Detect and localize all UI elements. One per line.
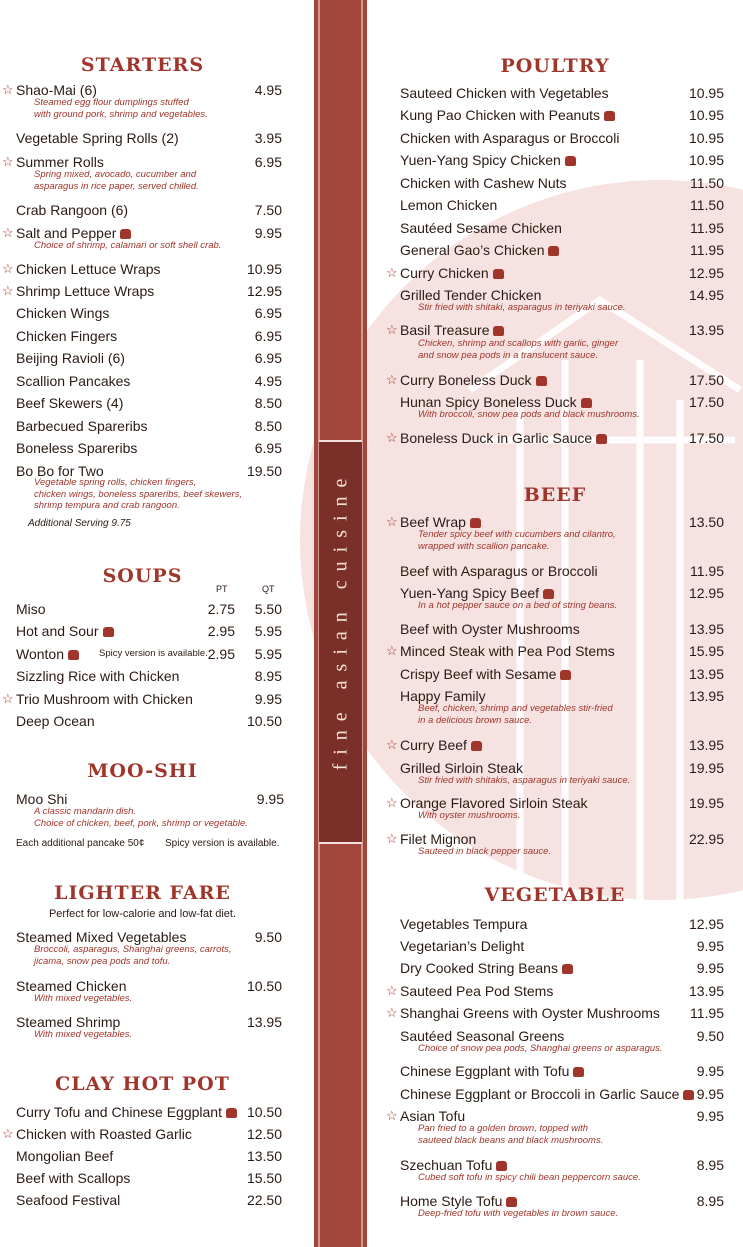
- menu-item-description: Sauteed in black pepper sauce.: [418, 846, 552, 857]
- menu-item-name: Wonton: [16, 644, 79, 664]
- menu-item-price: 13.95: [246, 1014, 282, 1030]
- menu-item-description: with ground pork, shrimp and vegetables.: [34, 108, 208, 120]
- menu-item-name: Trio Mushroom with Chicken: [16, 691, 193, 707]
- spicy-note-text: Spicy version is available.: [165, 838, 280, 849]
- section-title-starters: STARTERS: [80, 54, 205, 76]
- section-title-mooshi: MOO-SHI: [87, 760, 198, 782]
- menu-item-price: 7.50: [254, 202, 282, 218]
- menu-item-price: 9.95: [696, 938, 724, 954]
- menu-item: [372, 1003, 724, 1023]
- menu-item-description: Choice of snow pea pods, Shanghai greens or asparagus.: [418, 1043, 663, 1054]
- menu-item: [372, 105, 724, 125]
- menu-item: [0, 259, 282, 279]
- menu-item-name: Happy Family: [400, 688, 486, 704]
- star-icon: ☆: [386, 322, 398, 337]
- menu-item-name: Steamed Mixed Vegetables: [16, 929, 187, 945]
- menu-item-price: 13.95: [688, 666, 724, 682]
- menu-item-name: Chicken with Roasted Garlic: [16, 1126, 192, 1142]
- star-icon: ☆: [2, 691, 14, 706]
- menu-item-price: 13.50: [688, 514, 724, 530]
- qt-header: QT: [262, 584, 275, 594]
- menu-item-price: 5.50: [254, 601, 282, 617]
- menu-item-description: With mixed vegetables.: [34, 1029, 133, 1040]
- soup-pint-price: 2.95: [207, 623, 235, 639]
- menu-item-price: 19.50: [246, 463, 282, 479]
- menu-item-description: Pan fried to a golden brown, topped with: [418, 1123, 589, 1134]
- menu-item-price: 13.95: [688, 621, 724, 637]
- menu-item: [372, 428, 724, 448]
- menu-item: [0, 128, 282, 148]
- menu-item-name: Mongolian Beef: [16, 1148, 114, 1164]
- menu-item: [0, 689, 282, 709]
- chili-pepper-icon: [548, 246, 559, 256]
- menu-item-price: 15.95: [688, 643, 724, 659]
- menu-item-price: 10.50: [246, 978, 282, 994]
- menu-item: [372, 1084, 724, 1104]
- menu-item-price: 13.50: [246, 1148, 282, 1164]
- menu-item-price: 6.95: [254, 440, 282, 456]
- menu-item-description: in a delicious brown sauce.: [418, 714, 533, 726]
- menu-item-name: Bo Bo for Two: [16, 463, 104, 479]
- menu-item-price: 8.95: [254, 668, 282, 684]
- chili-pepper-icon: [604, 111, 615, 121]
- menu-item-price: 17.50: [688, 372, 724, 388]
- menu-item-name: Chicken with Asparagus or Broccoli: [400, 130, 620, 146]
- menu-item-price: 9.95: [696, 1086, 724, 1102]
- menu-item-name: Grilled Sirloin Steak: [400, 760, 523, 776]
- star-icon: ☆: [386, 1108, 398, 1123]
- menu-item-name: Basil Treasure: [400, 320, 504, 340]
- menu-item-price: 8.50: [254, 418, 282, 434]
- menu-item: [0, 711, 282, 731]
- menu-item-name: Asian Tofu: [400, 1108, 466, 1124]
- menu-item: [372, 735, 724, 755]
- menu-item-price: 19.95: [688, 795, 724, 811]
- menu-item-name: Boneless Spareribs: [16, 440, 138, 456]
- menu-item: [0, 281, 282, 301]
- menu-item-price: 11.95: [690, 1005, 724, 1021]
- menu-item: [372, 619, 724, 639]
- menu-item-price: 9.95: [696, 960, 724, 976]
- menu-item: [372, 195, 724, 215]
- menu-item-price: 10.50: [246, 713, 282, 729]
- menu-item-name: Lemon Chicken: [400, 197, 498, 213]
- menu-item: [372, 664, 724, 684]
- menu-item-description: In a hot pepper sauce on a bed of string beans.: [418, 600, 618, 611]
- menu-item-price: 4.95: [254, 373, 282, 389]
- menu-item-description: Broccoli, asparagus, Shanghai greens, carrots,: [34, 944, 232, 955]
- menu-item-name: Moo Shi: [16, 791, 68, 807]
- menu-item: [0, 1102, 282, 1122]
- star-icon: ☆: [386, 265, 398, 280]
- menu-item-description: Choice of chicken, beef, pork, shrimp or vegetable.: [34, 817, 248, 829]
- chili-pepper-icon: [120, 229, 131, 239]
- menu-item-price: 22.50: [246, 1192, 282, 1208]
- menu-item-name: Shao-Mai (6): [16, 82, 97, 98]
- section-title-soups: SOUPS: [102, 565, 183, 587]
- menu-item-name: Szechuan Tofu: [400, 1155, 507, 1175]
- menu-item-price: 9.95: [256, 791, 284, 807]
- menu-item-price: 8.50: [254, 395, 282, 411]
- left-column: [0, 0, 300, 1247]
- menu-item: [0, 393, 282, 413]
- menu-item-price: 12.95: [688, 916, 724, 932]
- menu-item: [0, 1168, 282, 1188]
- menu-item-price: 12.95: [688, 265, 724, 281]
- menu-item-name: Curry Boneless Duck: [400, 370, 547, 390]
- menu-item: [0, 1146, 282, 1166]
- menu-item-price: 15.50: [246, 1170, 282, 1186]
- menu-item-price: 17.50: [688, 394, 724, 410]
- additional-serving: Additional Serving 9.75: [28, 518, 131, 529]
- menu-item-name: Boneless Duck in Garlic Sauce: [400, 428, 607, 448]
- menu-item-name: Sautéed Seasonal Greens: [400, 1028, 565, 1044]
- menu-item-name: Home Style Tofu: [400, 1191, 517, 1211]
- menu-item-name: Curry Beef: [400, 735, 482, 755]
- star-icon: ☆: [386, 831, 398, 846]
- menu-item-price: 9.50: [696, 1028, 724, 1044]
- menu-item-description: Stir fried with shitakis, asparagus in teriyaki sauce.: [418, 775, 631, 786]
- menu-item-description: Beef, chicken, shrimp and vegetables stir-fried: [418, 703, 613, 714]
- star-icon: ☆: [386, 737, 398, 752]
- chili-pepper-icon: [493, 326, 504, 336]
- menu-item-price: 6.95: [254, 328, 282, 344]
- menu-item: [372, 240, 724, 260]
- star-icon: ☆: [2, 1126, 14, 1141]
- menu-item-price: 6.95: [254, 305, 282, 321]
- menu-item-description: A classic mandarin dish.: [34, 806, 137, 817]
- soup-pint-price: 2.75: [207, 601, 235, 617]
- menu-item-name: Sautéed Sesame Chicken: [400, 220, 562, 236]
- star-icon: ☆: [386, 430, 398, 445]
- menu-item-name: Minced Steak with Pea Pod Stems: [400, 643, 615, 659]
- menu-item-price: 8.95: [696, 1193, 724, 1209]
- menu-item-name: Hunan Spicy Boneless Duck: [400, 392, 592, 412]
- menu-item-price: 9.95: [696, 1108, 724, 1124]
- menu-item-price: 12.95: [246, 283, 282, 299]
- star-icon: ☆: [386, 372, 398, 387]
- menu-item: [372, 150, 724, 170]
- menu-item: [0, 599, 282, 619]
- menu-item-price: 11.95: [690, 563, 724, 579]
- menu-item-name: Steamed Shrimp: [16, 1014, 121, 1030]
- menu-item-name: General Gao’s Chicken: [400, 240, 559, 260]
- menu-item: [0, 666, 282, 686]
- menu-item-description: Steamed egg flour dumplings stuffed: [34, 97, 189, 108]
- menu-item-description: Stir fried with shitaki, asparagus in teriyaki sauce.: [418, 302, 626, 313]
- menu-item: [372, 641, 724, 661]
- menu-item-name: Orange Flavored Sirloin Steak: [400, 795, 588, 811]
- menu-item: [372, 936, 724, 956]
- menu-item-price: 13.95: [688, 983, 724, 999]
- menu-item: [0, 326, 282, 346]
- chili-pepper-icon: [493, 269, 504, 279]
- menu-item: [372, 218, 724, 238]
- menu-item-name: Chicken Wings: [16, 305, 110, 321]
- menu-item-name: Sizzling Rice with Chicken: [16, 668, 180, 684]
- menu-item: [0, 1124, 282, 1144]
- menu-item-name: Hot and Sour: [16, 621, 114, 641]
- menu-item-name: Chicken Fingers: [16, 328, 118, 344]
- menu-item: [0, 621, 282, 641]
- star-icon: ☆: [386, 795, 398, 810]
- menu-item-price: 13.95: [688, 737, 724, 753]
- menu-item-name: Beef with Scallops: [16, 1170, 131, 1186]
- star-icon: ☆: [2, 82, 14, 97]
- menu-item-name: Chinese Eggplant with Tofu: [400, 1061, 584, 1081]
- menu-item-price: 11.50: [690, 197, 724, 213]
- menu-item-price: 13.95: [688, 688, 724, 704]
- chili-pepper-icon: [581, 398, 592, 408]
- menu-item-name: Filet Mignon: [400, 831, 477, 847]
- menu-item-description: Chicken, shrimp and scallops with garlic, ginger: [418, 338, 619, 349]
- menu-item-name: Steamed Chicken: [16, 978, 127, 994]
- menu-item-name: Curry Chicken: [400, 263, 504, 283]
- menu-item-price: 10.95: [246, 261, 282, 277]
- menu-item-name: Crispy Beef with Sesame: [400, 664, 571, 684]
- chili-pepper-icon: [543, 589, 554, 599]
- menu-item-price: 3.95: [254, 130, 282, 146]
- chili-pepper-icon: [565, 156, 576, 166]
- menu-item-name: Shanghai Greens with Oyster Mushrooms: [400, 1005, 660, 1021]
- menu-item-price: 19.95: [688, 760, 724, 776]
- menu-item-description: chicken wings, boneless spareribs, beef skewers,: [34, 488, 243, 500]
- menu-item-description: Choice of shrimp, calamari or soft shell crab.: [34, 240, 222, 251]
- menu-item-name: Beef with Asparagus or Broccoli: [400, 563, 598, 579]
- menu-item: [0, 200, 282, 220]
- menu-item: [0, 348, 282, 368]
- menu-item-description: With broccoli, snow pea pods and black mushrooms.: [418, 409, 640, 420]
- chili-pepper-icon: [573, 1067, 584, 1077]
- star-icon: ☆: [386, 643, 398, 658]
- menu-item: [372, 263, 724, 283]
- menu-item-price: 10.95: [688, 152, 724, 168]
- star-icon: ☆: [386, 514, 398, 529]
- menu-item: [372, 83, 724, 103]
- menu-item-name: Curry Tofu and Chinese Eggplant: [16, 1102, 237, 1122]
- chili-pepper-icon: [560, 670, 571, 680]
- soup-pint-price: 2.95: [207, 646, 235, 662]
- extra-pancake-note: Each additional pancake 50¢: [16, 838, 145, 849]
- menu-item-name: Vegetable Spring Rolls (2): [16, 130, 179, 146]
- menu-item-price: 12.95: [688, 585, 724, 601]
- menu-item-name: Shrimp Lettuce Wraps: [16, 283, 155, 299]
- section-title-beef: BEEF: [523, 484, 587, 506]
- menu-item-price: 10.95: [688, 130, 724, 146]
- star-icon: ☆: [386, 1005, 398, 1020]
- menu-item-price: 11.95: [690, 220, 724, 236]
- chili-pepper-icon: [471, 741, 482, 751]
- menu-item-description: wrapped with scallion pancake.: [418, 540, 550, 552]
- chili-pepper-icon: [68, 650, 79, 660]
- chili-pepper-icon: [496, 1161, 507, 1171]
- menu-item: [0, 1190, 282, 1210]
- menu-item-name: Sauteed Pea Pod Stems: [400, 983, 554, 999]
- menu-item-price: 14.95: [688, 287, 724, 303]
- menu-item: [0, 371, 282, 391]
- menu-item-price: 9.95: [696, 1063, 724, 1079]
- star-icon: ☆: [2, 261, 14, 276]
- menu-item-name: Chicken with Cashew Nuts: [400, 175, 567, 191]
- star-icon: ☆: [2, 283, 14, 298]
- star-icon: ☆: [2, 225, 14, 240]
- menu-item-price: 17.50: [688, 430, 724, 446]
- menu-item: [372, 320, 724, 340]
- mooshi-spicy-note: [165, 838, 280, 849]
- menu-item-description: jicama, snow pea pods and tofu.: [34, 955, 171, 967]
- menu-item-price: 22.95: [688, 831, 724, 847]
- menu-item-price: 11.95: [690, 242, 724, 258]
- menu-item-price: 10.95: [688, 107, 724, 123]
- menu-item-price: 4.95: [254, 82, 282, 98]
- menu-item-description: With mixed vegetables.: [34, 993, 133, 1004]
- chili-pepper-icon: [562, 964, 573, 974]
- menu-item-name: Yuen-Yang Spicy Chicken: [400, 150, 576, 170]
- chili-pepper-icon: [470, 518, 481, 528]
- lighter-fare-subtitle: Perfect for low-calorie and low-fat diet.: [48, 908, 237, 920]
- menu-item: [372, 561, 724, 581]
- menu-item-name: Crab Rangoon (6): [16, 202, 129, 218]
- menu-item: [372, 128, 724, 148]
- pt-header: PT: [216, 584, 228, 594]
- menu-item-description: asparagus in rice paper, served chilled.: [34, 180, 199, 192]
- menu-item-price: 6.95: [254, 154, 282, 170]
- menu-item-description: shrimp tempura and crab rangoon.: [34, 500, 180, 511]
- menu-item-name: Barbecued Spareribs: [16, 418, 148, 434]
- menu-item-name: Beef Skewers (4): [16, 395, 124, 411]
- menu-item-price: 9.95: [254, 225, 282, 241]
- section-title-poultry: POULTRY: [500, 55, 610, 77]
- menu-item-name: Vegetarian’s Delight: [400, 938, 525, 954]
- menu-item-description: With oyster mushrooms.: [418, 810, 521, 821]
- menu-item-description: Vegetable spring rolls, chicken fingers,: [34, 477, 197, 488]
- section-title-clay-hot-pot: CLAY HOT POT: [55, 1073, 230, 1095]
- menu-item: [372, 958, 724, 978]
- star-icon: ☆: [2, 154, 14, 169]
- spicy-note: Spicy version is available.: [99, 648, 208, 659]
- menu-item-name: Beijing Ravioli (6): [16, 350, 125, 366]
- menu-item-name: Summer Rolls: [16, 154, 104, 170]
- menu-item-price: 13.95: [688, 322, 724, 338]
- menu-item-name: Seafood Festival: [16, 1192, 121, 1208]
- menu-item-price: 12.50: [246, 1126, 282, 1142]
- menu-item-name: Vegetables Tempura: [400, 916, 528, 932]
- section-title-vegetable: VEGETABLE: [484, 884, 626, 906]
- menu-item: [0, 438, 282, 458]
- menu-item-description: Cubed soft tofu in spicy chili bean peppercorn sauce.: [418, 1172, 641, 1183]
- menu-item-name: Kung Pao Chicken with Peanuts: [400, 105, 615, 125]
- menu-item: [372, 981, 724, 1001]
- menu-item-name: Yuen-Yang Spicy Beef: [400, 583, 554, 603]
- menu-item: [372, 370, 724, 390]
- menu-item-price: 5.95: [254, 646, 282, 662]
- menu-item-name: Deep Ocean: [16, 713, 95, 729]
- right-column: [372, 0, 743, 1247]
- menu-item: [372, 173, 724, 193]
- menu-item-name: Miso: [16, 601, 46, 617]
- band-title: fine asian cuisine: [329, 469, 352, 771]
- menu-item-price: 10.50: [246, 1104, 282, 1120]
- menu-item-price: 8.95: [696, 1157, 724, 1173]
- menu-item: [372, 914, 724, 934]
- menu-item-name: Grilled Tender Chicken: [400, 287, 542, 303]
- section-title-lighter-fare: LIGHTER FARE: [54, 882, 231, 904]
- menu-item-description: Tender spicy beef with cucumbers and cilantro,: [418, 529, 616, 540]
- menu-item-description: Spring mixed, avocado, cucumber and: [34, 169, 197, 180]
- menu-item: [372, 1061, 724, 1081]
- menu-item-price: 11.50: [690, 175, 724, 191]
- chili-pepper-icon: [103, 627, 114, 637]
- menu-item-name: Chinese Eggplant or Broccoli in Garlic Sauce: [400, 1084, 694, 1104]
- menu-item-name: Salt and Pepper: [16, 223, 131, 243]
- menu-item-name: Dry Cooked String Beans: [400, 958, 573, 978]
- menu-item-name: Scallion Pancakes: [16, 373, 131, 389]
- menu-item: [0, 416, 282, 436]
- menu-item-price: 6.95: [254, 350, 282, 366]
- menu-item-name: Beef with Oyster Mushrooms: [400, 621, 580, 637]
- menu-item-description: Deep-fried tofu with vegetables in brown sauce.: [418, 1208, 619, 1219]
- menu-item-description: and snow pea pods in a translucent sauce.: [418, 349, 599, 361]
- menu-item-name: Sauteed Chicken with Vegetables: [400, 85, 609, 101]
- menu-item-price: 9.95: [254, 691, 282, 707]
- menu-item-price: 5.95: [254, 623, 282, 639]
- chili-pepper-icon: [536, 376, 547, 386]
- menu-item: [0, 303, 282, 323]
- chili-pepper-icon: [506, 1197, 517, 1207]
- menu-item-price: 9.50: [254, 929, 282, 945]
- chili-pepper-icon: [596, 434, 607, 444]
- menu-item-price: 10.95: [688, 85, 724, 101]
- menu-item-name: Beef Wrap: [400, 512, 481, 532]
- menu-item-description: sauteed black beans and black mushrooms.: [418, 1134, 604, 1146]
- menu-item-name: Chicken Lettuce Wraps: [16, 261, 161, 277]
- star-icon: ☆: [386, 983, 398, 998]
